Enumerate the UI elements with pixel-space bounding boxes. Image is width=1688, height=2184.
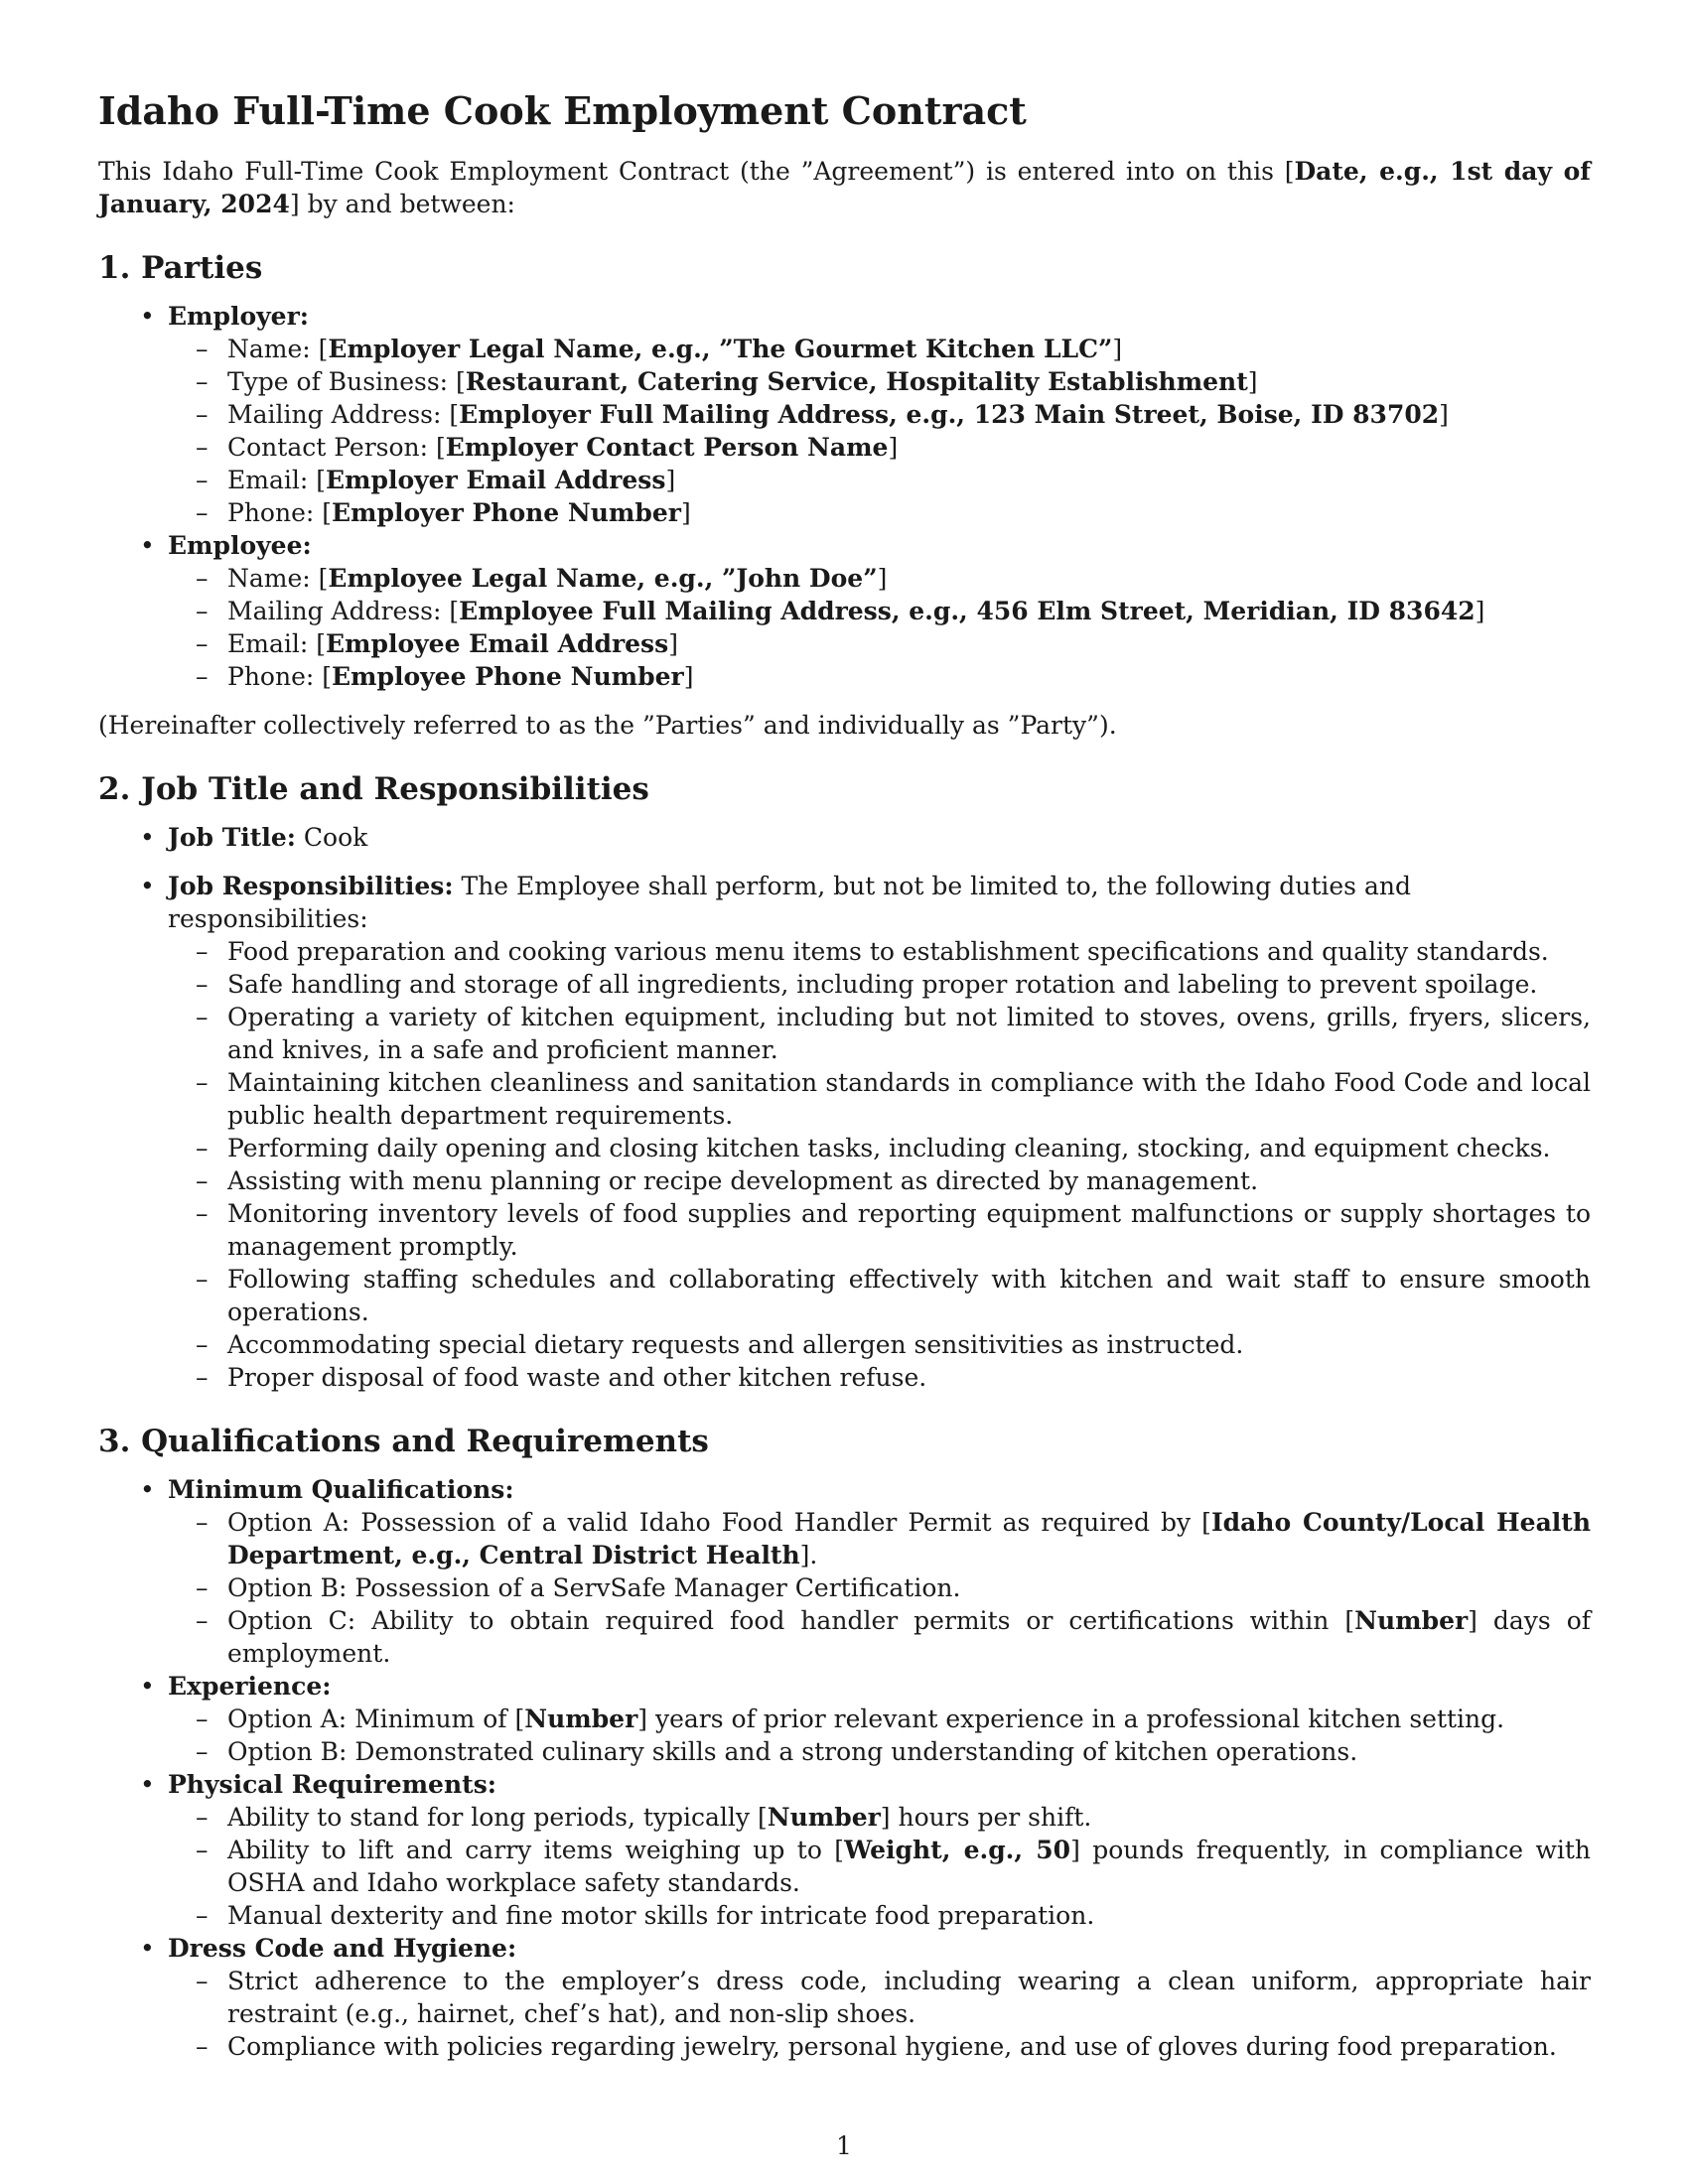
date-placeholder: Date, e.g., 1st day of January, 2024 [98,157,1592,218]
list-item: – Safe handling and storage of all ingredients, including proper rotation and labeling to prevent spoilage. [227,968,1591,1001]
list-item: – Monitoring inventory levels of food supplies and reporting equipment malfunctions or supply shortages to management promptly. [227,1197,1591,1263]
list-item: – Manual dexterity and fine motor skills for intricate food preparation. [227,1899,1591,1932]
qualifications-list [98,1473,1591,2063]
list-item: – Food preparation and cooking various menu items to establishment specifications and quality standards. [227,935,1591,968]
parties-note: (Hereinafter collectively referred to as the ”Parties” and individually as ”Party”). [98,711,1117,740]
list-item: – Mailing Address: [Employee Full Mailing Address, e.g., 456 Elm Street, Meridian, ID 83642] [227,595,1591,627]
contract-page [98,87,1591,2063]
list-item: – Ability to stand for long periods, typically [Number] hours per shift. [227,1801,1591,1834]
section-heading-job-title: 2. Job Title and Responsibilities [98,771,649,807]
list-item: – Email: [Employee Email Address] [227,627,1591,660]
minimum-qualifications-item: • Minimum Qualifications: – Option A: Possession of a valid Idaho Food Handler Permit as required by [Idaho County/Local Health Department, e.g., Central District Health]. – Option B: Possession of a ServSafe Manager Certification. – Option C: Ability to obtain required food handler permits or certifications within [Number] days of employment. [168,1473,1591,1670]
list-item: – Option A: Possession of a valid Idaho Food Handler Permit as required by [Idaho County/Local Health Department, e.g., Central District Health]. [227,1506,1591,1571]
job-title-item: • Job Title: Cook [168,821,1591,854]
list-item: – Phone: [Employer Phone Number] [227,496,1591,529]
list-item: – Name: [Employer Legal Name, e.g., ”The Gourmet Kitchen LLC”] [227,333,1591,365]
list-item: – Phone: [Employee Phone Number] [227,660,1591,693]
physical-requirements-item: • Physical Requirements: – Ability to stand for long periods, typically [Number] hours per shift. – Ability to lift and carry items weighing up to [Weight, e.g., 50] pounds frequently, in compliance with OSHA and Idaho workplace safety standards. – Manual dexterity and fine motor skills for intricate food preparation. [168,1768,1591,1932]
list-item: – Assisting with menu planning or recipe development as directed by management. [227,1164,1591,1197]
intro-paragraph: This Idaho Full-Time Cook Employment Contract (the ”Agreement”) is entered into on this [Date, e.g., 1st day of January, 2024] by and between: [98,157,1592,218]
list-item: – Ability to lift and carry items weighing up to [Weight, e.g., 50] pounds frequently, in compliance with OSHA and Idaho workplace safety standards. [227,1834,1591,1899]
section-heading-parties: 1. Parties [98,250,263,286]
page-number: 1 [836,2131,852,2160]
experience-item: • Experience: – Option A: Minimum of [Number] years of prior relevant experience in a professional kitchen setting. – Option B: Demonstrated culinary skills and a strong understanding of kitchen operations. [168,1670,1591,1768]
list-item: – Email: [Employer Email Address] [227,464,1591,496]
list-item: – Following staffing schedules and collaborating effectively with kitchen and wait staff to ensure smooth operations. [227,1263,1591,1328]
list-item: – Name: [Employee Legal Name, e.g., ”John Doe”] [227,562,1591,595]
employer-details [168,333,1591,529]
list-item: – Type of Business: [Restaurant, Catering Service, Hospitality Establishment] [227,365,1591,398]
list-item: – Option A: Minimum of [Number] years of prior relevant experience in a professional kitchen setting. [227,1703,1591,1735]
job-responsibilities-item: • Job Responsibilities: The Employee shall perform, but not be limited to, the following duties and responsibilities: – Food preparation and cooking various menu items to establishment specifications and quality standards. – Safe handling and storage of all ingredients, including proper rotation and labeling to prevent spoilage. – Operating a variety of kitchen equipment, including but not limited to stoves, ovens, grills, fryers, slicers, and knives, in a safe and proficient manner. – Maintaining kitchen cleanliness and sanitation standards in compliance with the Idaho Food Code and local public health department requirements. – Performing daily opening and closing kitchen tasks, including cleaning, stocking, and equipment checks. – Assisting with menu planning or recipe development as directed by management. – Monitoring inventory levels of food supplies and reporting equipment malfunctions or supply shortages to management promptly. – Following staffing schedules and collaborating effectively with kitchen and wait staff to ensure smooth operations. – Accommodating special dietary requests and allergen sensitivities as instructed. – Proper disposal of food waste and other kitchen refuse. [168,870,1591,1394]
list-item: – Operating a variety of kitchen equipment, including but not limited to stoves, ovens, grills, fryers, slicers, and knives, in a safe and proficient manner. [227,1001,1591,1066]
parties-list [98,300,1591,693]
list-item: – Option B: Possession of a ServSafe Manager Certification. [227,1571,1591,1604]
list-item: – Performing daily opening and closing kitchen tasks, including cleaning, stocking, and equipment checks. [227,1132,1591,1164]
duties-list [168,935,1591,1394]
employee-item: • Employee: – Name: [Employee Legal Name, e.g., ”John Doe”] – Mailing Address: [Employee Full Mailing Address, e.g., 456 Elm Street, Meridian, ID 83642] – Email: [Employee Email Address] – Phone: [Employee Phone Number] [168,529,1591,693]
list-item: – Proper disposal of food waste and other kitchen refuse. [227,1361,1591,1394]
list-item: – Maintaining kitchen cleanliness and sanitation standards in compliance with the Idaho Food Code and local public health department requirements. [227,1066,1591,1132]
list-item: – Accommodating special dietary requests and allergen sensitivities as instructed. [227,1328,1591,1361]
list-item: – Mailing Address: [Employer Full Mailing Address, e.g., 123 Main Street, Boise, ID 83702] [227,398,1591,431]
list-item: – Option C: Ability to obtain required food handler permits or certifications within [Number] days of employment. [227,1604,1591,1670]
employee-details [168,562,1591,693]
job-list [98,821,1591,1394]
dress-code-item: • Dress Code and Hygiene: – Strict adherence to the employer’s dress code, including wearing a clean uniform, appropriate hair restraint (e.g., hairnet, chef’s hat), and non-slip shoes. – Compliance with policies regarding jewelry, personal hygiene, and use of gloves during food preparation. [168,1932,1591,2063]
list-item: – Strict adherence to the employer’s dress code, including wearing a clean uniform, appropriate hair restraint (e.g., hairnet, chef’s hat), and non-slip shoes. [227,1965,1591,2030]
list-item: – Option B: Demonstrated culinary skills and a strong understanding of kitchen operations. [227,1735,1591,1768]
employer-item: • Employer: – Name: [Employer Legal Name, e.g., ”The Gourmet Kitchen LLC”] – Type of Business: [Restaurant, Catering Service, Hospitality Establishment] – Mailing Address: [Employer Full Mailing Address, e.g., 123 Main Street, Boise, ID 83702] – Contact Person: [Employer Contact Person Name] – Email: [Employer Email Address] – Phone: [Employer Phone Number] [168,300,1591,529]
list-item: – Contact Person: [Employer Contact Person Name] [227,431,1591,464]
list-item: – Compliance with policies regarding jewelry, personal hygiene, and use of gloves during food preparation. [227,2030,1591,2063]
section-heading-qualifications: 3. Qualifications and Requirements [98,1424,709,1459]
document-title: Idaho Full-Time Cook Employment Contract [98,88,1027,133]
